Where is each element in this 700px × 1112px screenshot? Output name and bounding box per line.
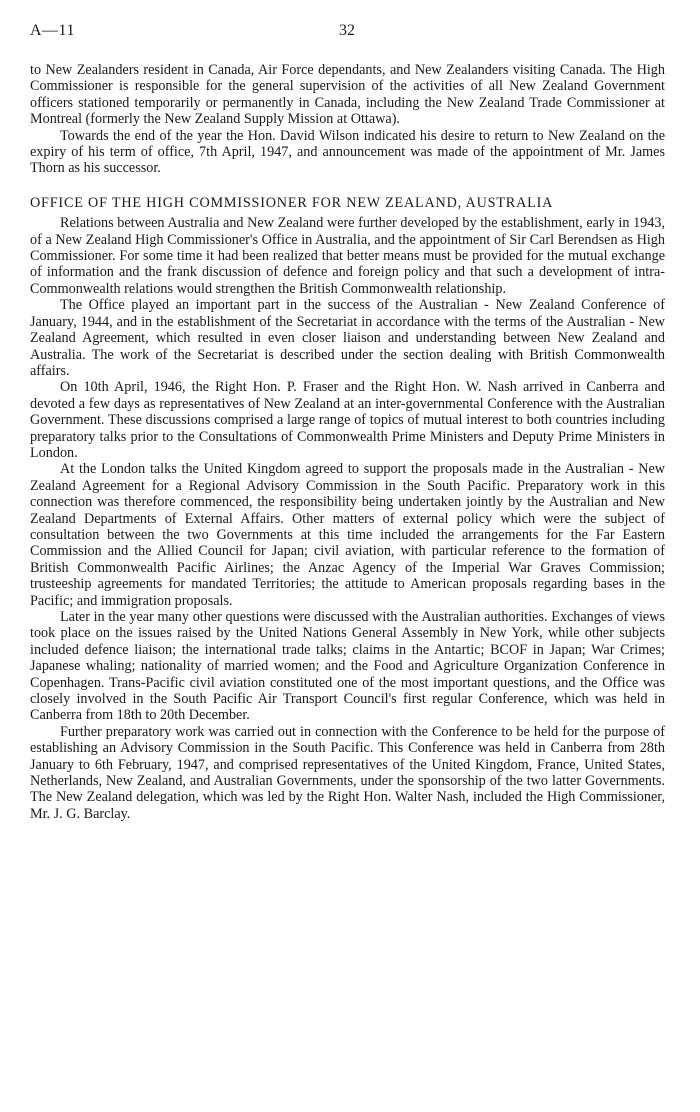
paragraph-preparatory-work: Further preparatory work was carried out in connection with the Conference to be held for the purpose of establishing an Advisory Commission in the South Pacific. This Conference was held in Canberra from 28th January to 6th February, 1947, and comprised representatives of the United Kingdom, France, United States, Netherlands, New Zealand, and Australian Governments, under the sponsorship of the two latter Governments. The New Zealand delegation, which was led by the Right Hon. Walter Nash, included the High Commissioner, Mr. J. G. Barclay. [30,723,665,822]
body-text [30,62,665,822]
paragraph-canada-continued: to New Zealanders resident in Canada, Air Force dependants, and New Zealanders visiting Canada. The High Commissioner is responsible for the general supervision of the activities of all New Zealand Government officers stationed temporarily or permanently in Canada, including the New Zealand Trade Commissioner at Montreal (formerly the New Zealand Supply Mission at Ottawa). [30,62,665,128]
paragraph-office-role: The Office played an important part in the success of the Australian - New Zealand Conference of January, 1944, and in the establishment of the Secretariat in accordance with the terms of the Australian - New Zealand Agreement, which resulted in even closer liaison and understanding between New Zealand and Australia. The work of the Secretariat is described under the section dealing with British Commonwealth affairs. [30,297,665,379]
section-heading: OFFICE OF THE HIGH COMMISSIONER FOR NEW ZEALAND, AUSTRALIA [30,194,554,211]
paragraph-canberra-visit: On 10th April, 1946, the Right Hon. P. Fraser and the Right Hon. W. Nash arrived in Canberra and devoted a few days as representatives of New Zealand at an inter-governmental Conference with the Australian Government. These discussions comprised a large range of topics of mutual interest to both countries including preparatory talks prior to the Consultations of Commonwealth Prime Ministers and Deputy Prime Ministers in London. [30,379,665,461]
document-reference: A—11 [30,22,75,39]
paragraph-relations: Relations between Australia and New Zealand were further developed by the establishment, early in 1943, of a New Zealand High Commissioner's Office in Australia, and the appointment of Sir Carl Berendsen as High Commissioner. For some time it had been realized that better means must be provided for the mutual exchange of information and the frank discussion of defence and foreign policy and that such a development of intra-Commonwealth relations would strengthen the British Commonwealth relationship. [30,215,665,297]
paragraph-later-questions: Later in the year many other questions were discussed with the Australian authorities. Exchanges of views took place on the issues raised by the United Nations General Assembly in New York, while other subjects included defence liaison; the international trade talks; claims in the Antartic; BCOF in Japan; War Crimes; Japanese whaling; nationality of married women; and the Food and Agriculture Organization Conference in Copenhagen. Trans-Pacific civil aviation constituted one of the most important questions, and the Office was closely involved in the South Pacific Air Transport Council's first regular Conference, which was held in Canberra from 18th to 20th December. [30,609,665,724]
paragraph-wilson-successor: Towards the end of the year the Hon. David Wilson indicated his desire to return to New Zealand on the expiry of his term of office, 7th April, 1947, and announcement was made of the appointment of Mr. James Thorn as his successor. [30,127,665,177]
paragraph-london-talks: At the London talks the United Kingdom agreed to support the proposals made in the Australian - New Zealand Agreement for a Regional Advisory Commission in the South Pacific. Preparatory work in this connection was therefore commenced, the responsibility being undertaken jointly by the Australian and New Zealand Departments of External Affairs. Other matters of external policy which were the subject of consultation between the two Governments at this time included the arrangements for the Far Eastern Commission and the Allied Council for Japan; civil aviation, with particular reference to the formation of British Commonwealth Pacific Airlines; the Anzac Agency of the Imperial War Graves Commission; trusteeship agreements for mandated Territories; the attitude to American proposals regarding bases in the Pacific; and immigration proposals. [30,461,665,609]
page-number: 32 [339,22,355,39]
